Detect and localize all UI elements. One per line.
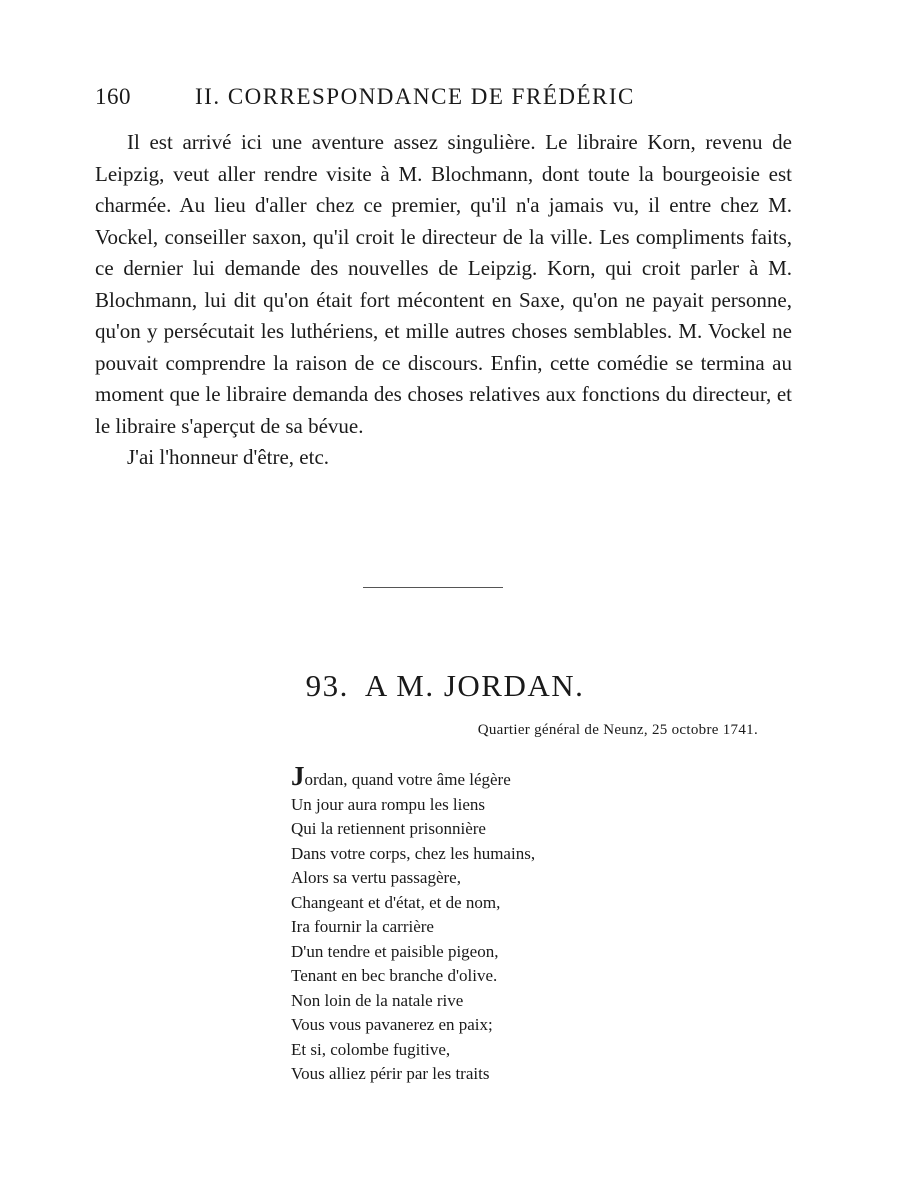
verse-line-text: ordan, quand votre âme légère (304, 770, 511, 789)
verse-line: Vous alliez périr par les traits (291, 1064, 490, 1083)
verse-line: Ira fournir la carrière (291, 917, 434, 936)
running-head-title: II. CORRESPONDANCE DE FRÉDÉRIC (195, 84, 635, 109)
letter-heading (0, 668, 890, 704)
drop-cap-initial: J (291, 761, 305, 791)
verse-line: Changeant et d'état, et de nom, (291, 892, 501, 912)
letter-dateline: Quartier général de Neunz, 25 octobre 1741. (477, 722, 758, 738)
prose-paragraph-1: Il est arrivé ici une aventure assez singulière. Le libraire Korn, revenu de Leipzig, veut aller rendre visite à M. Blochmann, dont toute la bourgeoisie est charmée. Au lieu d'aller chez ce premier, qu'il n'a jamais vu, il entre chez M. Vockel, conseiller saxon, qu'il croit le directeur de la ville. Les compliments faits, ce dernier lui demande des nouvelles de Leipzig. Korn, qui croit parler à M. Blochmann, lui dit qu'on était fort mécontent en Saxe, qu'on ne payait personne, qu'on y persécutait les luthériens, et mille autres choses semblables. M. Vockel ne pouvait comprendre la raison de ce discours. Enfin, cette comédie se termina au moment que le libraire demanda des choses relatives aux fonctions du directeur, et le libraire s'aperçut de sa bévue. (95, 130, 792, 438)
verse-line: Et si, colombe fugitive, (291, 1039, 451, 1059)
section-divider (363, 587, 503, 588)
verse-line (291, 761, 711, 793)
letter-title: A M. JORDAN. (364, 668, 585, 703)
prose-paragraph-2: J'ai l'honneur d'être, etc. (127, 445, 330, 469)
verse-line: Non loin de la natale rive (291, 990, 464, 1010)
verse-line: Tenant en bec branche d'olive. (291, 966, 498, 985)
verse-line: Alors sa vertu passagère, (291, 868, 461, 887)
page-number: 160 (95, 84, 131, 109)
letter-body-prose (95, 127, 792, 474)
verse-line: Dans votre corps, chez les humains, (291, 843, 536, 863)
verse-block (291, 761, 711, 1087)
verse-line: Qui la retiennent prisonnière (291, 819, 486, 838)
letter-number: 93. (305, 668, 349, 703)
verse-line: Vous vous pavanerez en paix; (291, 1015, 493, 1034)
verse-line: Un jour aura rompu les liens (291, 794, 486, 814)
verse-line: D'un tendre et paisible pigeon, (291, 941, 499, 961)
running-head (95, 84, 795, 110)
